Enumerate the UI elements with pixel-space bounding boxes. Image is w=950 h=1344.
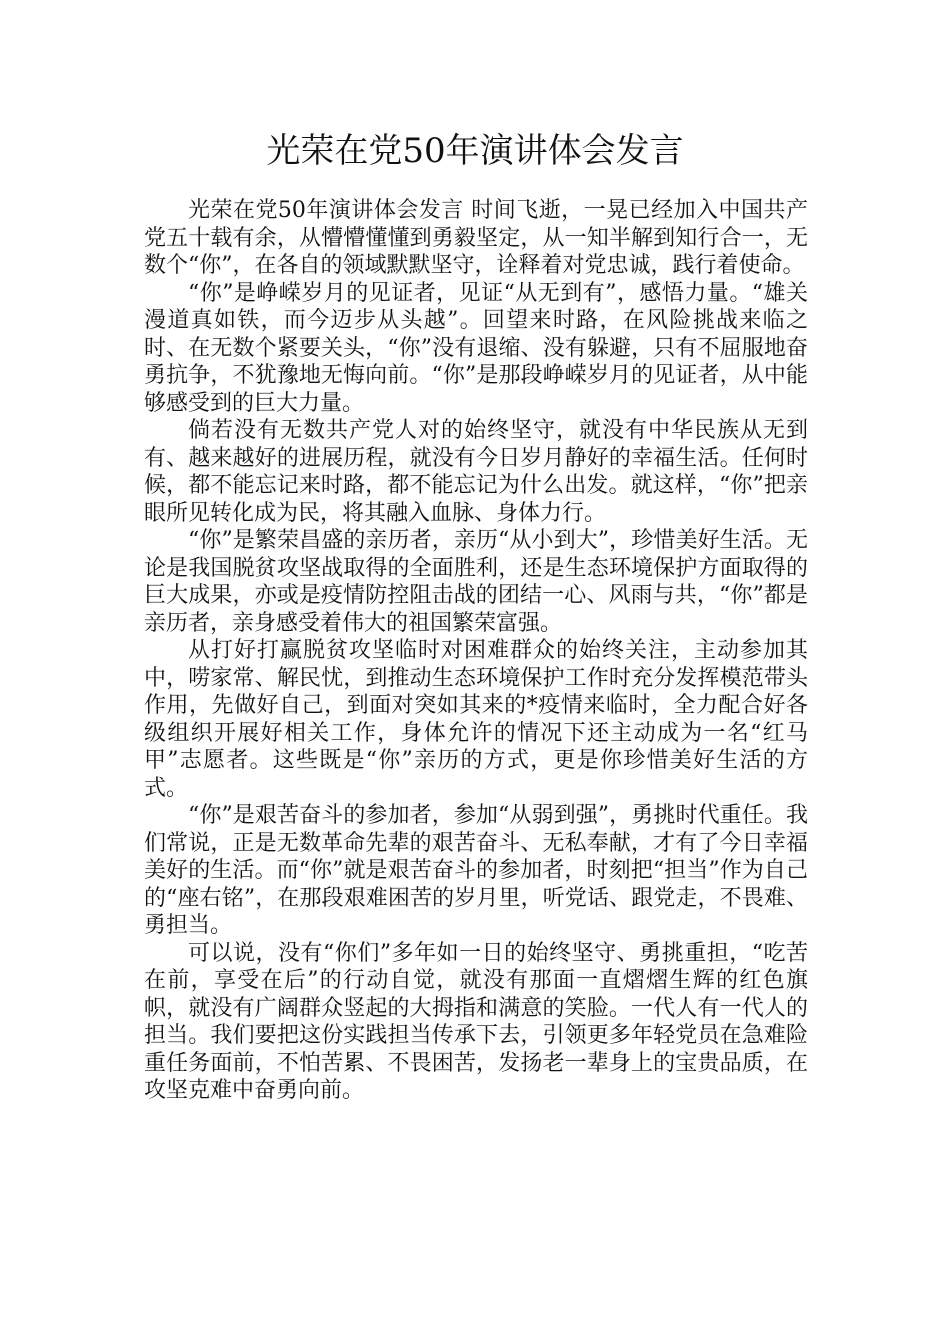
document-title: 光荣在党50年演讲体会发言: [266, 131, 684, 171]
body-paragraph: “你”是峥嵘岁月的见证者，见证“从无到有”，感悟力量。“雄关漫道真如铁，而今迈步从头越”。回望来时路，在风险挑战来临之时、在无数个紧要关头，“你”没有退缩、没有躲避，只有不屈服地奋勇抗争，不犹豫地无悔向前。“你”是那段峥嵘岁月的见证者，从中能够感受到的巨大力量。: [144, 280, 808, 416]
body-paragraph: 从打好打赢脱贫攻坚临时对困难群众的始终关注，主动参加其中，唠家常、解民忧，到推动生态环境保护工作时充分发挥模范带头作用，先做好自己，到面对突如其来的*疫情来临时，全力配合好各级组织开展好相关工作，身体允许的情况下还主动成为一名“红马甲”志愿者。这些既是“你”亲历的方式，更是你珍惜美好生活的方式。: [144, 638, 808, 801]
body-paragraph: “你”是繁荣昌盛的亲历者，亲历“从小到大”，珍惜美好生活。无论是我国脱贫攻坚战取得的全面胜利，还是生态环境保护方面取得的巨大成果，亦或是疫情防控阻击战的团结一心、风雨与共，“你”都是亲历者，亲身感受着伟大的祖国繁荣富强。: [144, 528, 808, 636]
document-body: [144, 197, 808, 1105]
body-paragraph: “你”是艰苦奋斗的参加者，参加“从弱到强”，勇挑时代重任。我们常说，正是无数革命先辈的艰苦奋斗、无私奉献，才有了今日幸福美好的生活。而“你”就是艰苦奋斗的参加者，时刻把“担当”作为自己的“座右铭”，在那段艰难困苦的岁月里，听党话、跟党走，不畏难、勇担当。: [144, 803, 808, 938]
body-paragraph: 倘若没有无数共产党人对的始终坚守，就没有中华民族从无到有、越来越好的进展历程，就没有今日岁月静好的幸福生活。任何时候，都不能忘记来时路，都不能忘记为什么出发。就这样，“你”把亲眼所见转化成为民，将其融入血脉、身体力行。: [144, 418, 808, 526]
body-paragraph: 光荣在党50年演讲体会发言 时间飞逝，一晃已经加入中国共产党五十载有余，从懵懵懂懂到勇毅坚定，从一知半解到知行合一，无数个“你”，在各自的领域默默坚守，诠释着对党忠诚，践行着使命。: [144, 198, 808, 278]
body-paragraph: 可以说，没有“你们”多年如一日的始终坚守、勇挑重担，“吃苦在前，享受在后”的行动自觉，就没有那面一直熠熠生辉的红色旗帜，就没有广阔群众竖起的大拇指和满意的笑脸。一代人有一代人的担当。我们要把这份实践担当传承下去，引领更多年轻党员在急难险重任务面前，不怕苦累、不畏困苦，发扬老一辈身上的宝贵品质，在攻坚克难中奋勇向前。: [144, 940, 808, 1103]
